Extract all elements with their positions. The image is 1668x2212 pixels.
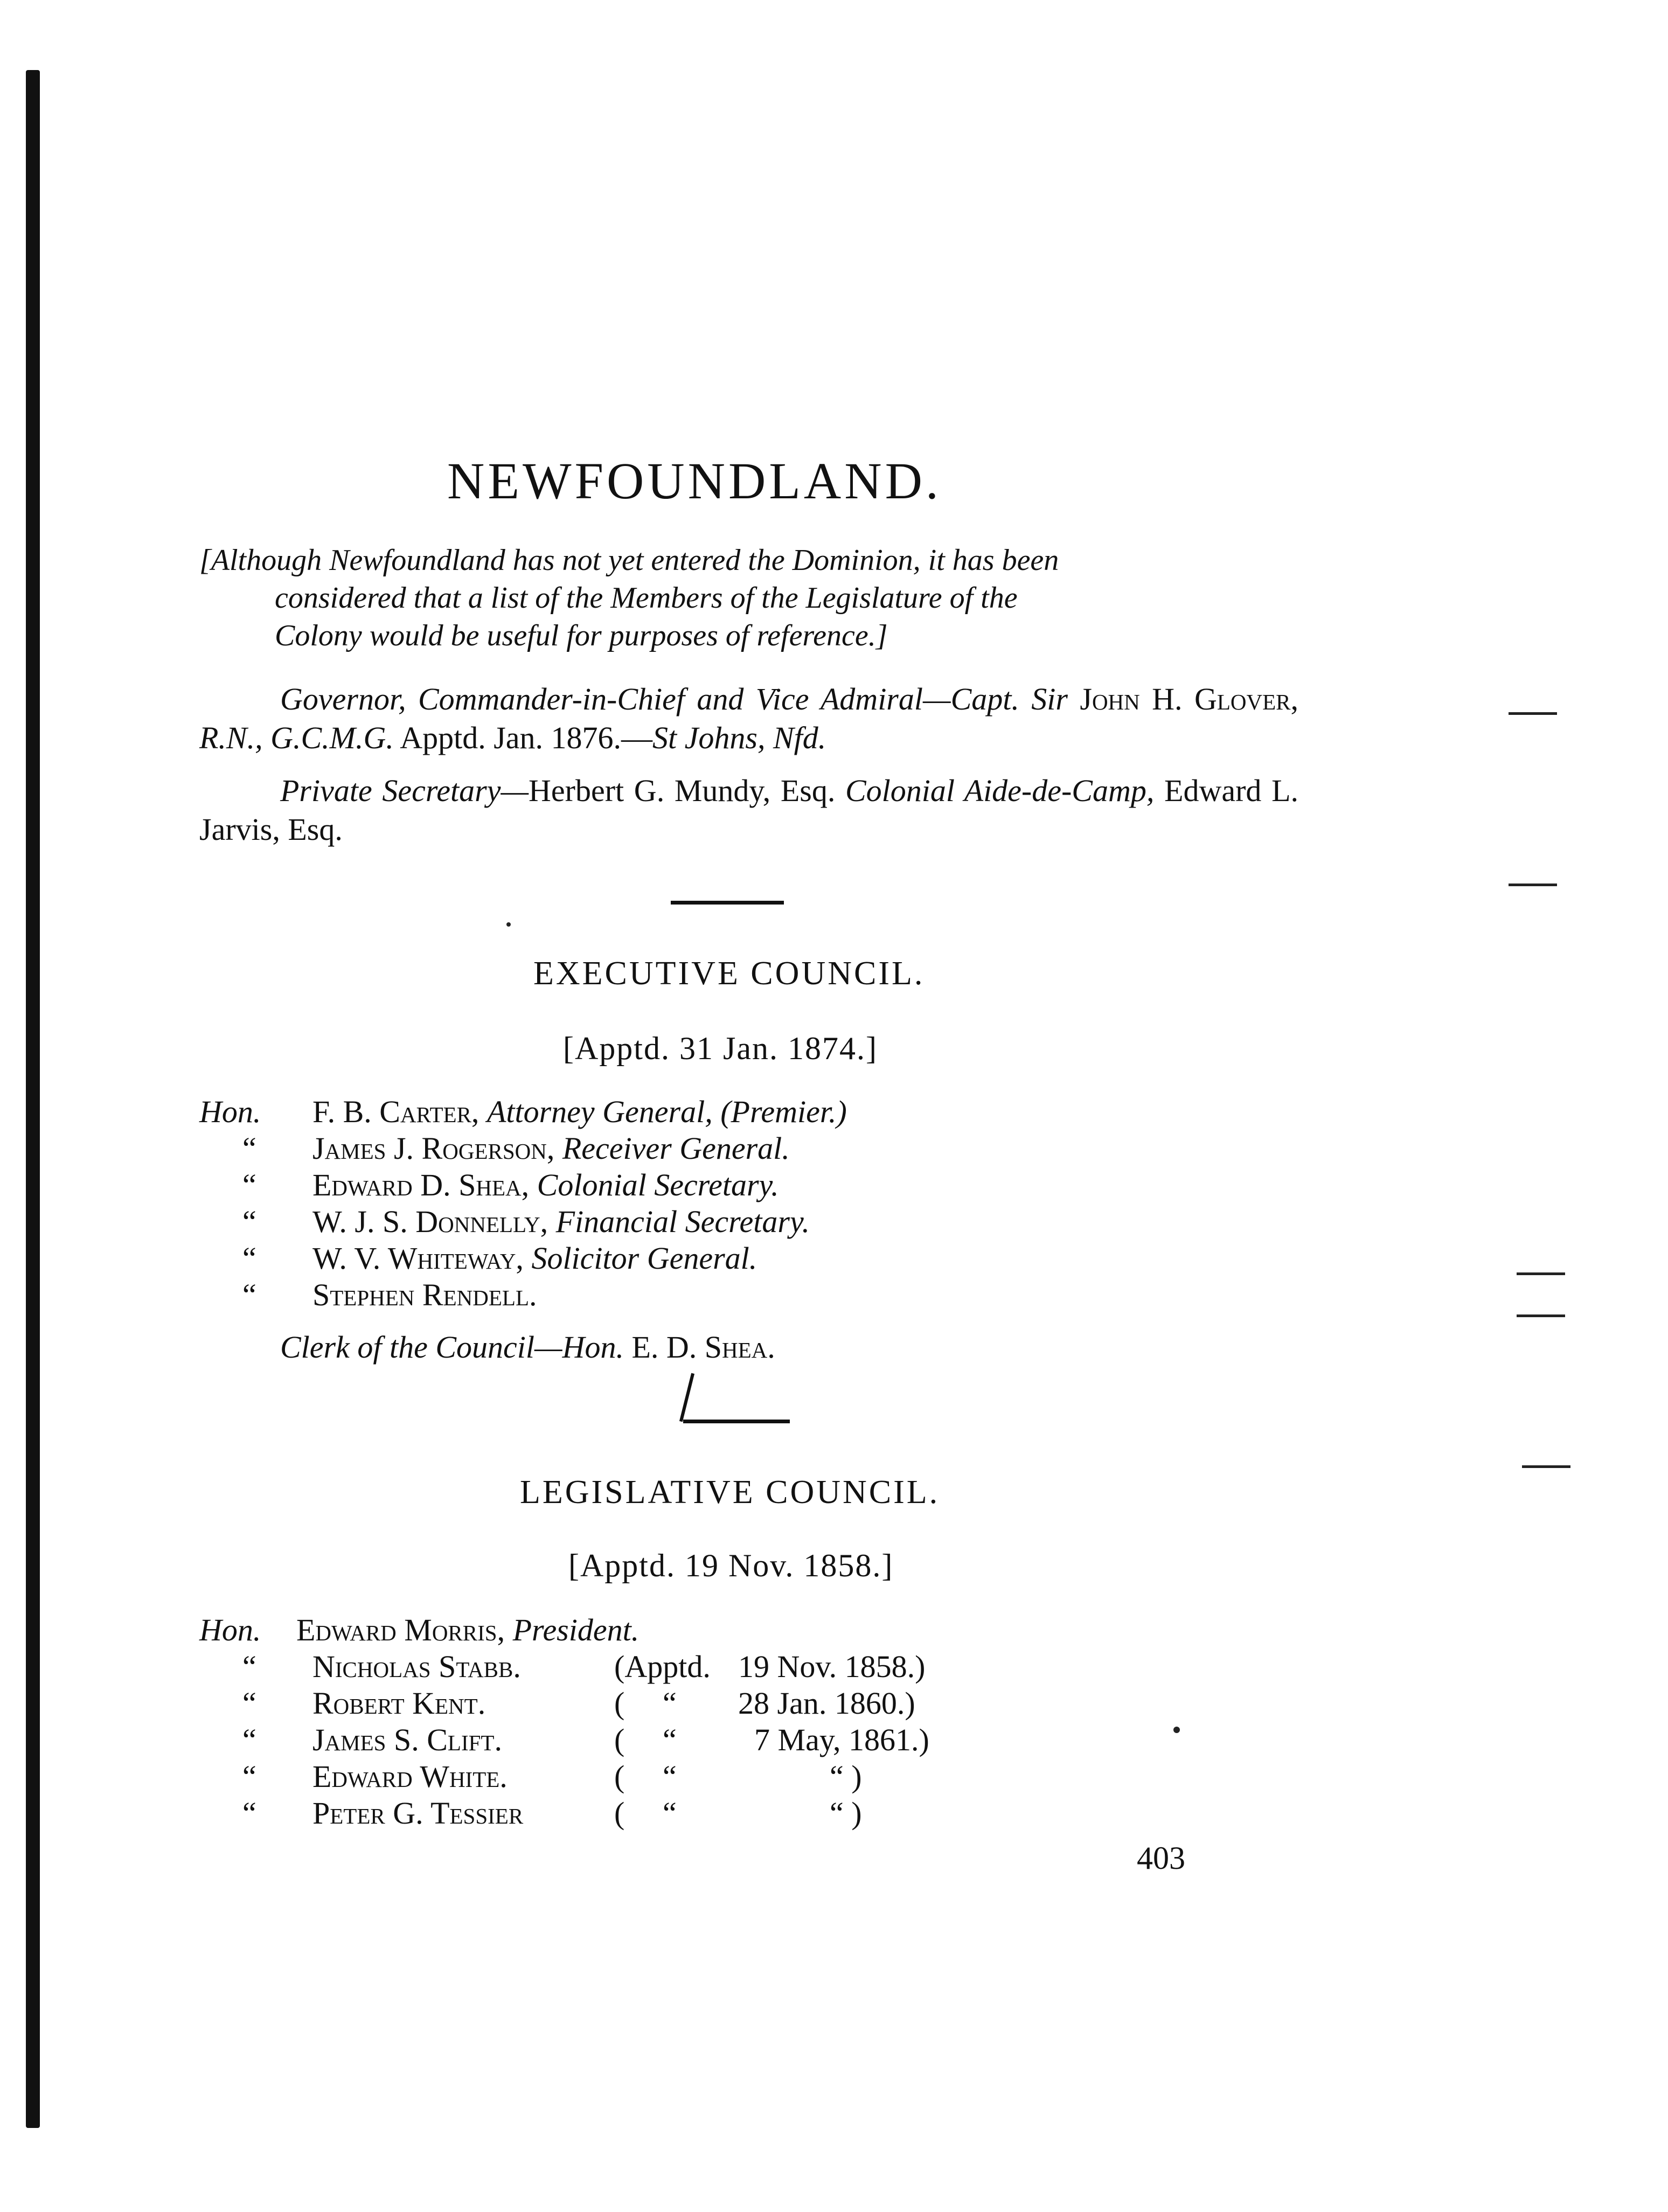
member-role: President.	[512, 1612, 640, 1647]
member-appointed-ditto: “	[663, 1759, 677, 1794]
aide-name: Edward L. Jarvis, Esq.	[199, 773, 1299, 847]
aide-label: Colonial Aide-de-Camp,	[845, 773, 1155, 808]
list-item	[199, 1722, 1298, 1758]
governor-honours: R.N., G.C.M.G.	[199, 720, 394, 755]
member-name: Stephen Rendell.	[312, 1277, 537, 1312]
member-name: Edward D. Shea,	[312, 1167, 530, 1202]
member-prefix: “	[242, 1204, 256, 1239]
executive-appointed: [Apptd. 31 Jan. 1874.]	[563, 1031, 878, 1066]
list-item	[199, 1685, 1298, 1722]
page-number: 403	[1137, 1840, 1185, 1876]
list-item	[199, 1240, 1298, 1277]
margin-rule	[1517, 1314, 1565, 1317]
member-prefix: “	[242, 1686, 256, 1721]
member-prefix: “	[242, 1722, 256, 1757]
member-name: W. J. S. Donnelly,	[312, 1204, 548, 1239]
member-prefix: Hon.	[199, 1094, 261, 1129]
member-appointed-ditto: “	[663, 1722, 677, 1757]
member-prefix: “	[242, 1241, 256, 1276]
secretary-label: Private Secretary—	[280, 773, 529, 808]
member-prefix: “	[242, 1759, 256, 1794]
member-appointed-date: 7 May, 1861.)	[754, 1722, 929, 1757]
list-item	[199, 1130, 1298, 1167]
clerk-label: Clerk of the Council—Hon.	[280, 1330, 624, 1365]
member-name: Edward Morris,	[296, 1612, 505, 1647]
member-name: W. V. Whiteway,	[312, 1241, 524, 1276]
member-role: Colonial Secretary.	[537, 1167, 779, 1202]
margin-rule	[1517, 1272, 1565, 1275]
note-line-3: Colony would be useful for purposes of reference.]	[275, 619, 888, 652]
member-name: Edward White.	[312, 1759, 508, 1794]
margin-rule	[1509, 712, 1557, 715]
member-appointed-open: (	[614, 1722, 625, 1757]
list-item	[199, 1758, 1298, 1795]
member-name: F. B. Carter,	[312, 1094, 479, 1129]
member-appointed-date: “ )	[830, 1796, 862, 1831]
member-appointed-date: 28 Jan. 1860.)	[738, 1686, 915, 1721]
member-name: Robert Kent.	[312, 1686, 486, 1721]
note-line-2: considered that a list of the Members of the Legislature of the	[275, 581, 1018, 615]
governor-sir: Sir	[1031, 681, 1068, 717]
member-appointed-open: (	[614, 1796, 625, 1831]
executive-members	[199, 1094, 1298, 1313]
editorial-note	[199, 541, 1298, 655]
margin-rule	[1522, 1465, 1570, 1468]
member-appointed-ditto: “	[663, 1686, 677, 1721]
note-line-1: [Although Newfoundland has not yet entered the Dominion, it has been	[199, 544, 1059, 577]
governor-name: John H. Glover,	[1080, 681, 1299, 717]
member-role: Attorney General, (Premier.)	[486, 1094, 847, 1129]
member-appointed-date: “ )	[830, 1759, 862, 1794]
member-appointed-date: 19 Nov. 1858.)	[738, 1649, 926, 1684]
list-item	[199, 1795, 1298, 1832]
section-separator	[683, 1420, 790, 1423]
clerk-line	[280, 1328, 1196, 1367]
margin-rule	[1509, 884, 1557, 886]
section-separator-flourish	[679, 1373, 694, 1422]
list-item	[199, 1094, 1298, 1130]
secretary-paragraph	[199, 771, 1298, 849]
executive-heading: EXECUTIVE COUNCIL.	[533, 955, 925, 992]
page-title: NEWFOUNDLAND.	[447, 452, 942, 510]
clerk-name: E. D. Shea.	[631, 1330, 775, 1365]
section-separator	[671, 901, 784, 905]
binding-edge	[26, 70, 40, 2128]
member-name: Nicholas Stabb.	[312, 1649, 521, 1684]
member-role: Financial Secretary.	[555, 1204, 810, 1239]
secretary-name: Herbert G. Mundy, Esq.	[529, 773, 836, 808]
member-appointed-open: (	[614, 1759, 625, 1794]
list-item	[199, 1167, 1298, 1204]
member-appointed-open: (Apptd.	[614, 1649, 711, 1684]
member-prefix: “	[242, 1131, 256, 1166]
member-prefix: “	[242, 1277, 256, 1312]
governor-residence: St Johns, Nfd.	[652, 720, 826, 755]
member-appointed-open: (	[614, 1686, 625, 1721]
list-item	[199, 1277, 1298, 1313]
legislative-members	[199, 1612, 1298, 1832]
member-appointed-ditto: “	[663, 1796, 677, 1831]
governor-title: Governor, Commander-in-Chief and Vice Admiral—Capt.	[280, 681, 1019, 717]
member-name: James J. Rogerson,	[312, 1131, 555, 1166]
list-item	[199, 1204, 1298, 1240]
member-prefix: “	[242, 1167, 256, 1202]
member-name: James S. Clift.	[312, 1722, 502, 1757]
legislative-heading: LEGISLATIVE COUNCIL.	[520, 1474, 940, 1511]
ink-speck	[506, 922, 511, 927]
member-prefix: Hon.	[199, 1612, 261, 1647]
list-item	[199, 1612, 1298, 1648]
list-item	[199, 1648, 1298, 1685]
legislative-appointed: [Apptd. 19 Nov. 1858.]	[568, 1548, 894, 1583]
governor-appointed: Apptd. Jan. 1876.—	[400, 720, 653, 755]
member-prefix: “	[242, 1649, 256, 1684]
member-role: Solicitor General.	[531, 1241, 757, 1276]
governor-paragraph	[199, 680, 1298, 757]
member-name: Peter G. Tessier	[312, 1796, 524, 1831]
member-role: Receiver General.	[562, 1131, 790, 1166]
member-prefix: “	[242, 1796, 256, 1831]
